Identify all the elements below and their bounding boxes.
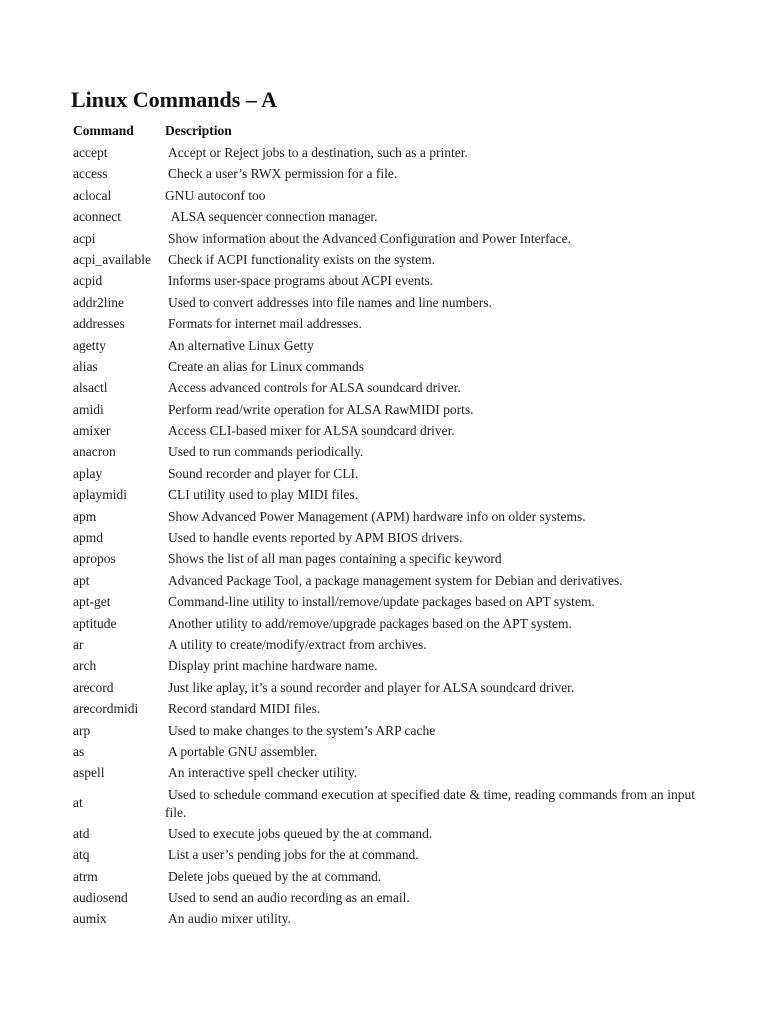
command-description: Show information about the Advanced Configuration and Power Interface. — [168, 230, 572, 246]
command-name: arch — [73, 658, 97, 674]
command-description: Informs user-space programs about ACPI events. — [168, 273, 434, 289]
command-name: atq — [73, 847, 90, 863]
command-name: aspell — [73, 765, 105, 781]
table-row — [73, 548, 698, 569]
command-name: aplay — [73, 465, 103, 481]
command-name: ar — [73, 636, 84, 652]
command-description: List a user’s pending jobs for the at command. — [168, 847, 419, 863]
table-row — [73, 613, 698, 634]
command-description: Formats for internet mail addresses. — [168, 316, 362, 332]
table-row — [73, 823, 698, 844]
command-name: amidi — [73, 401, 104, 417]
command-description: Used to execute jobs queued by the at command. — [168, 825, 433, 841]
command-name: addr2line — [73, 294, 124, 310]
command-description: Used to send an audio recording as an email. — [168, 889, 410, 905]
command-name: apropos — [73, 551, 116, 567]
command-name: alsactl — [73, 380, 108, 396]
command-name: apt-get — [73, 594, 111, 610]
table-row — [73, 741, 698, 762]
command-name: aconnect — [73, 209, 121, 225]
command-name: atd — [73, 825, 90, 841]
commands-table — [73, 142, 698, 930]
table-row — [73, 677, 698, 698]
command-description: Just like aplay, it’s a sound recorder and player for ALSA soundcard driver. — [168, 679, 575, 695]
table-row — [73, 506, 698, 527]
command-name: apmd — [73, 530, 103, 546]
command-description: Access CLI-based mixer for ALSA soundcard driver. — [168, 423, 455, 439]
command-name: at — [73, 794, 83, 810]
command-description: Another utility to add/remove/upgrade packages based on the APT system. — [168, 615, 572, 631]
command-description: A utility to create/modify/extract from archives. — [168, 636, 427, 652]
command-name: atrm — [73, 868, 98, 884]
command-description: Create an alias for Linux commands — [168, 358, 365, 374]
command-description: ALSA sequencer connection manager. — [168, 209, 378, 225]
table-row — [73, 163, 698, 184]
command-description: Display print machine hardware name. — [168, 658, 378, 674]
table-row — [73, 844, 698, 865]
command-name: accept — [73, 145, 108, 160]
command-name: arp — [73, 722, 91, 738]
command-name: apm — [73, 508, 97, 524]
command-name: aptitude — [73, 615, 117, 631]
command-description: Used to convert addresses into file names and line numbers. — [168, 294, 492, 310]
table-row — [73, 270, 698, 291]
command-description: Sound recorder and player for CLI. — [168, 465, 359, 481]
command-name: arecordmidi — [73, 701, 139, 717]
command-description: Shows the list of all man pages containing a specific keyword — [168, 551, 502, 567]
page-title: Linux Commands – A — [71, 87, 278, 112]
command-description: GNU autoconf too — [165, 187, 266, 203]
command-description: Check a user’s RWX permission for a file. — [168, 166, 398, 182]
command-description: Show Advanced Power Management (APM) hardware info on older systems. — [168, 508, 586, 524]
command-name: amixer — [73, 423, 111, 439]
table-row — [73, 313, 698, 334]
command-name: aumix — [73, 911, 107, 927]
table-row — [73, 527, 698, 548]
command-name: acpi — [73, 230, 96, 246]
command-name: alias — [73, 358, 98, 374]
command-description: CLI utility used to play MIDI files. — [168, 487, 359, 503]
table-row — [73, 463, 698, 484]
command-description: An alternative Linux Getty — [168, 337, 314, 353]
command-name: access — [73, 166, 108, 182]
command-description: Used to make changes to the system’s ARP cache — [168, 722, 436, 738]
command-description: Command-line utility to install/remove/update packages based on APT system. — [168, 594, 595, 610]
table-row — [73, 228, 698, 249]
command-name: arecord — [73, 679, 114, 695]
table-row — [73, 634, 698, 655]
command-description: Used to schedule command execution at specified date & time, reading commands from an input file. — [165, 786, 695, 820]
table-row — [73, 206, 698, 227]
table-row — [73, 292, 698, 313]
table-row — [73, 249, 698, 270]
command-name: apt — [73, 572, 90, 588]
command-description: An interactive spell checker utility. — [168, 765, 358, 781]
column-header-description: Description — [165, 123, 232, 138]
command-name: aplaymidi — [73, 487, 127, 503]
table-row — [73, 441, 698, 462]
command-description: Check if ACPI functionality exists on the system. — [168, 251, 435, 267]
command-description: Used to handle events reported by APM BIOS drivers. — [168, 530, 463, 546]
command-description: Advanced Package Tool, a package management system for Debian and derivatives. — [168, 572, 623, 588]
command-name: audiosend — [73, 889, 128, 905]
table-row — [73, 784, 698, 823]
table-row — [73, 866, 698, 887]
table-row — [73, 908, 698, 929]
column-header-command: Command — [73, 123, 134, 138]
command-name: addresses — [73, 316, 125, 332]
table-row — [73, 399, 698, 420]
table-row — [73, 762, 698, 783]
table-row — [73, 185, 698, 206]
table-row — [73, 420, 698, 441]
command-description: Record standard MIDI files. — [168, 701, 321, 717]
table-row — [73, 484, 698, 505]
command-name: aclocal — [73, 187, 112, 203]
table-row — [73, 720, 698, 741]
command-name: acpi_available — [73, 251, 151, 267]
command-description: Perform read/write operation for ALSA RawMIDI ports. — [168, 401, 474, 417]
command-description: A portable GNU assembler. — [168, 743, 318, 759]
table-row — [73, 142, 698, 163]
command-name: anacron — [73, 444, 116, 460]
command-description: An audio mixer utility. — [168, 911, 291, 927]
command-description: Access advanced controls for ALSA soundcard driver. — [168, 380, 461, 396]
command-description: Accept or Reject jobs to a destination, such as a printer. — [168, 145, 468, 160]
table-row — [73, 356, 698, 377]
command-description: Delete jobs queued by the at command. — [168, 868, 382, 884]
command-name: agetty — [73, 337, 106, 353]
table-header — [73, 121, 703, 141]
table-row — [73, 591, 698, 612]
table-row — [73, 887, 698, 908]
command-name: as — [73, 743, 85, 759]
table-row — [73, 570, 698, 591]
table-row — [73, 698, 698, 719]
table-row — [73, 377, 698, 398]
command-description: Used to run commands periodically. — [168, 444, 364, 460]
table-row — [73, 335, 698, 356]
command-name: acpid — [73, 273, 103, 289]
table-row — [73, 655, 698, 676]
